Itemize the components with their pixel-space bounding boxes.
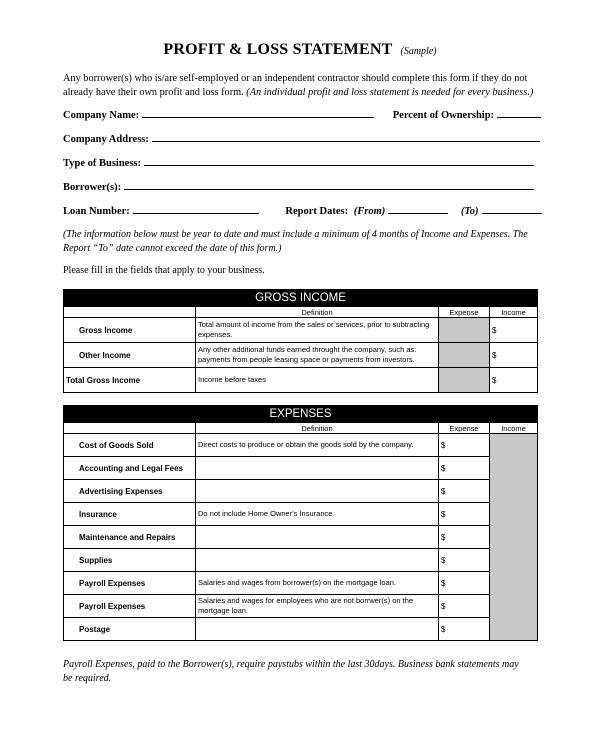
expense-amount-field[interactable]: $ (439, 457, 490, 480)
expense-label: Postage (64, 618, 196, 641)
other-income-definition: Any other additional funds earned throught the company, such as: payments from people leasing space or payments from investors. (196, 343, 439, 368)
expense-label: Payroll Expenses (64, 595, 196, 618)
to-label: (To) (460, 206, 479, 217)
expense-amount-field[interactable]: $ (439, 480, 490, 503)
intro-line-2-italic: (An individual profit and loss statement is needed for every business.) (246, 87, 534, 98)
intro-line-1: Any borrower(s) who is/are self-employed or an independent contractor should complete this form if they do not (63, 73, 528, 84)
expense-definition: Direct costs to produce or obtain the goods sold by the company. (196, 434, 439, 457)
total-gross-income-expense-cell (439, 368, 490, 393)
info-note-line-2: Report “To” date cannot exceed the date of this form.) (63, 243, 282, 254)
gross-income-label: Gross Income (64, 318, 196, 343)
to-date-field[interactable] (482, 204, 542, 214)
expense-label: Cost of Goods Sold (64, 434, 196, 457)
table-row (64, 457, 538, 480)
type-of-business-row (63, 156, 534, 169)
table-row (64, 503, 538, 526)
intro-paragraph (63, 72, 543, 100)
expenses-heading: EXPENSES (64, 406, 538, 423)
expense-definition (196, 457, 439, 480)
total-gross-income-definition: Income before taxes (196, 368, 439, 393)
percent-ownership-field[interactable] (497, 108, 541, 118)
expenses-income-column-gray (490, 434, 538, 641)
from-label: (From) (353, 206, 386, 217)
borrowers-label: Borrower(s): (63, 182, 122, 193)
form-title (0, 41, 600, 59)
company-name-field[interactable] (142, 108, 374, 118)
expense-definition (196, 480, 439, 503)
other-income-amount-field[interactable]: $ (490, 343, 538, 368)
expense-label: Supplies (64, 549, 196, 572)
other-income-label: Other Income (64, 343, 196, 368)
borrowers-field[interactable] (124, 180, 534, 190)
percent-ownership-label: Percent of Ownership: (392, 110, 495, 121)
expense-amount-field[interactable]: $ (439, 572, 490, 595)
expense-amount-field[interactable]: $ (439, 595, 490, 618)
expense-label: Insurance (64, 503, 196, 526)
table-row (64, 434, 538, 457)
borrowers-row (63, 180, 534, 193)
table-row (64, 572, 538, 595)
company-address-field[interactable] (152, 132, 540, 142)
other-income-expense-cell (439, 343, 490, 368)
title-sub: (Sample) (400, 46, 437, 57)
table-row (64, 526, 538, 549)
company-address-label: Company Address: (63, 134, 149, 145)
table-row (64, 343, 538, 368)
expenses-table (63, 405, 538, 641)
expenses-col-income: Income (490, 423, 538, 434)
table-row (64, 480, 538, 503)
company-name-row (63, 108, 541, 121)
gross-income-col-income: Income (490, 307, 538, 318)
gross-income-col-expense: Expense (439, 307, 490, 318)
footer-line-2: be required. (63, 673, 112, 684)
expense-label: Advertising Expenses (64, 480, 196, 503)
report-dates-label: Report Dates: (285, 206, 349, 217)
gross-income-col-definition: Definition (196, 307, 439, 318)
intro-line-2-plain: already have their own profit and loss form. (63, 87, 244, 98)
table-row (64, 318, 538, 343)
intro-line-2 (63, 86, 543, 100)
loan-number-field[interactable] (133, 204, 259, 214)
expense-amount-field[interactable]: $ (439, 618, 490, 641)
footer-line-1: Payroll Expenses, paid to the Borrower(s), require paystubs within the last 30days. Business bank statements may (63, 659, 519, 670)
expense-amount-field[interactable]: $ (439, 526, 490, 549)
company-address-row (63, 132, 540, 145)
expenses-col-definition: Definition (196, 423, 439, 434)
expense-definition (196, 526, 439, 549)
info-note (63, 228, 543, 256)
expenses-empty-header (64, 423, 196, 434)
expense-definition (196, 618, 439, 641)
gross-income-amount-field[interactable]: $ (490, 318, 538, 343)
instruction-text: Please fill in the fields that apply to your business. (63, 265, 265, 276)
loan-number-label: Loan Number: (63, 206, 130, 217)
expense-amount-field[interactable]: $ (439, 434, 490, 457)
expense-amount-field[interactable]: $ (439, 503, 490, 526)
from-date-field[interactable] (388, 204, 448, 214)
expense-label: Maintenance and Repairs (64, 526, 196, 549)
gross-income-table (63, 289, 538, 393)
total-gross-income-amount-field[interactable]: $ (490, 368, 538, 393)
expense-label: Accounting and Legal Fees (64, 457, 196, 480)
info-note-line-1: (The information below must be year to date and must include a minimum of 4 months of Income and Expenses. The (63, 229, 528, 240)
expense-definition: Salaries and wages from borrower(s) on the mortgage loan. (196, 572, 439, 595)
expense-definition (196, 549, 439, 572)
footer-note (63, 658, 543, 686)
table-row (64, 595, 538, 618)
expense-amount-field[interactable]: $ (439, 549, 490, 572)
table-row (64, 368, 538, 393)
title-main: PROFIT & LOSS STATEMENT (163, 41, 393, 58)
gross-income-heading: GROSS INCOME (64, 290, 538, 307)
table-row (64, 549, 538, 572)
expenses-col-expense: Expense (439, 423, 490, 434)
loan-report-row (63, 204, 542, 217)
type-of-business-field[interactable] (144, 156, 534, 166)
gross-income-definition: Total amount of income from the sales or services, prior to subtracting expenses. (196, 318, 439, 343)
total-gross-income-label: Total Gross Income (64, 368, 196, 393)
gross-income-expense-cell (439, 318, 490, 343)
expense-definition: Salaries and wages for employees who are not borrwer(s) on the mortgage loan. (196, 595, 439, 618)
expense-label: Payroll Expenses (64, 572, 196, 595)
company-name-label: Company Name: (63, 110, 140, 121)
expense-definition: Do not include Home Owner's Insurance. (196, 503, 439, 526)
table-row (64, 618, 538, 641)
gross-income-empty-header (64, 307, 196, 318)
type-of-business-label: Type of Business: (63, 158, 141, 169)
